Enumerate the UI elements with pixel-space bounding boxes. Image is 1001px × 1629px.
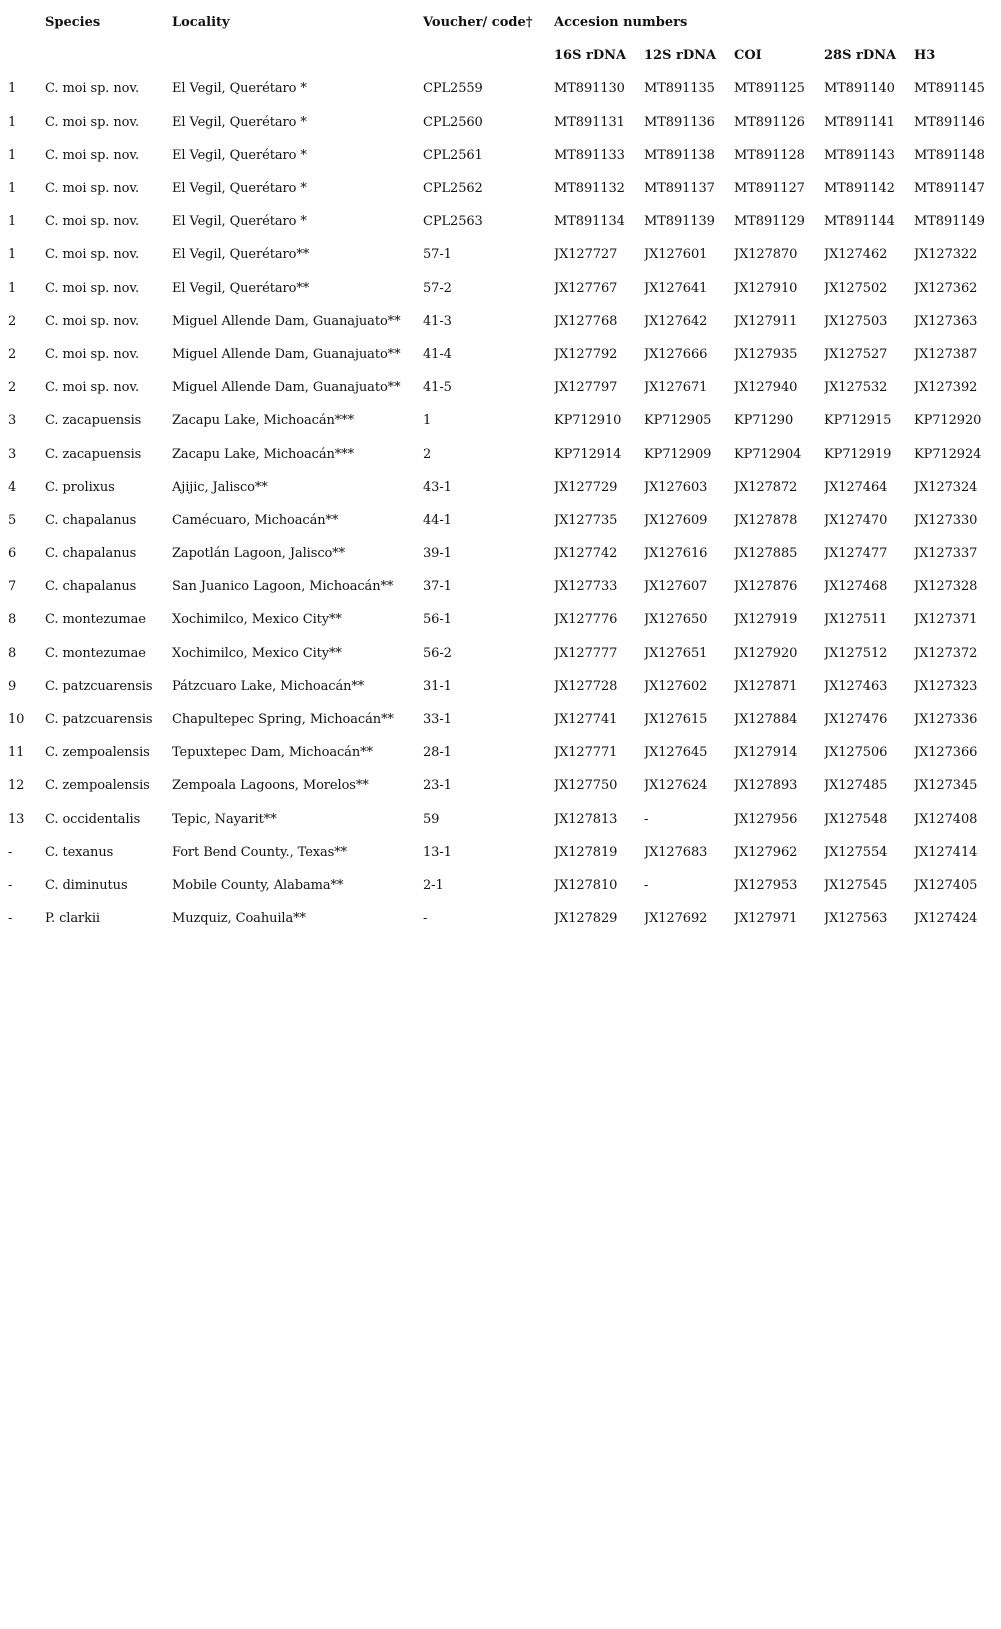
row-number: 1 bbox=[8, 214, 17, 230]
accession-12s: JX127645 bbox=[644, 745, 708, 761]
table-row bbox=[8, 305, 998, 338]
locality: Zacapu Lake, Michoacán*** bbox=[172, 446, 354, 462]
locality: Ajijic, Jalisco** bbox=[172, 479, 268, 495]
accession-coi: JX127919 bbox=[734, 612, 798, 628]
voucher-code: 56-2 bbox=[423, 645, 452, 661]
accession-h3: JX127392 bbox=[914, 380, 978, 396]
voucher-code: 23-1 bbox=[423, 778, 452, 794]
table-row bbox=[8, 437, 998, 470]
row-number: 12 bbox=[8, 778, 25, 794]
table-row bbox=[8, 172, 998, 205]
accession-coi: JX127940 bbox=[734, 380, 798, 396]
accession-16s: JX127813 bbox=[554, 811, 618, 827]
locality: Chapultepec Spring, Michoacán** bbox=[172, 712, 394, 728]
locality: Miguel Allende Dam, Guanajuato** bbox=[172, 380, 401, 396]
accession-coi: KP712904 bbox=[734, 446, 802, 462]
species-name: C. moi sp. nov. bbox=[45, 346, 140, 362]
species-name: C. moi sp. nov. bbox=[45, 214, 140, 230]
table-row bbox=[8, 338, 998, 371]
accession-coi: MT891129 bbox=[734, 214, 805, 230]
accession-h3: JX127408 bbox=[914, 811, 978, 827]
locality: Zapotlán Lagoon, Jalisco** bbox=[172, 546, 346, 562]
voucher-code: 57-2 bbox=[423, 280, 452, 296]
table-header bbox=[8, 6, 998, 72]
locality: Fort Bend County., Texas** bbox=[172, 844, 348, 860]
table-row bbox=[8, 803, 998, 836]
accession-28s: MT891141 bbox=[824, 114, 895, 130]
accession-h3: JX127387 bbox=[914, 346, 978, 362]
accession-coi: JX127962 bbox=[734, 844, 798, 860]
accession-h3: KP712920 bbox=[914, 413, 982, 429]
accession-h3: JX127362 bbox=[914, 280, 978, 296]
row-number: 2 bbox=[8, 380, 17, 396]
species-name: C. montezumae bbox=[45, 612, 146, 628]
accession-coi: JX127871 bbox=[734, 678, 798, 694]
accession-12s: KP712909 bbox=[644, 446, 712, 462]
row-number: 2 bbox=[8, 346, 17, 362]
header-row-main bbox=[8, 6, 998, 39]
accession-h3: JX127337 bbox=[914, 546, 978, 562]
voucher-code: 37-1 bbox=[423, 579, 452, 595]
species-name: C. zempoalensis bbox=[45, 778, 150, 794]
accession-h3: JX127330 bbox=[914, 512, 978, 528]
accession-28s: JX127462 bbox=[824, 247, 888, 263]
voucher-code: 41-3 bbox=[423, 313, 452, 329]
accession-28s: JX127464 bbox=[824, 479, 888, 495]
accession-16s: JX127729 bbox=[554, 479, 618, 495]
accession-coi: JX127876 bbox=[734, 579, 798, 595]
locality: Camécuaro, Michoacán** bbox=[172, 512, 339, 528]
accession-12s: JX127666 bbox=[644, 346, 708, 362]
accession-28s: JX127502 bbox=[824, 280, 888, 296]
species-name: C. moi sp. nov. bbox=[45, 181, 140, 197]
row-number: 6 bbox=[8, 546, 17, 562]
accession-16s: JX127728 bbox=[554, 678, 618, 694]
accession-28s: MT891142 bbox=[824, 181, 895, 197]
accession-12s: JX127624 bbox=[644, 778, 708, 794]
accession-12s: JX127683 bbox=[644, 844, 708, 860]
table-row bbox=[8, 703, 998, 736]
species-name: C. patzcuarensis bbox=[45, 712, 153, 728]
accession-coi: MT891126 bbox=[734, 114, 805, 130]
voucher-code: 59 bbox=[423, 811, 440, 827]
accession-coi: JX127910 bbox=[734, 280, 798, 296]
table-row bbox=[8, 836, 998, 869]
species-name: C. occidentalis bbox=[45, 811, 141, 827]
accession-28s: MT891143 bbox=[824, 147, 895, 163]
header-accession: Accesion numbers bbox=[554, 15, 688, 31]
accession-16s: JX127792 bbox=[554, 346, 618, 362]
row-number: 13 bbox=[8, 811, 25, 827]
accession-coi: MT891128 bbox=[734, 147, 805, 163]
header-blank bbox=[45, 39, 172, 72]
table-row bbox=[8, 404, 998, 437]
locality: El Vegil, Querétaro * bbox=[172, 81, 307, 97]
header-blank bbox=[172, 39, 423, 72]
row-number: 4 bbox=[8, 479, 17, 495]
table-row bbox=[8, 504, 998, 537]
header-voucher: Voucher/ code† bbox=[423, 15, 533, 31]
accession-h3: JX127323 bbox=[914, 678, 978, 694]
row-number: 1 bbox=[8, 114, 17, 130]
table-row bbox=[8, 205, 998, 238]
row-number: 1 bbox=[8, 181, 17, 197]
accession-coi: MT891127 bbox=[734, 181, 805, 197]
accession-coi: JX127953 bbox=[734, 877, 798, 893]
species-name: C. moi sp. nov. bbox=[45, 81, 140, 97]
accession-28s: JX127470 bbox=[824, 512, 888, 528]
accession-16s: JX127750 bbox=[554, 778, 618, 794]
accession-h3: JX127322 bbox=[914, 247, 978, 263]
locality: El Vegil, Querétaro** bbox=[172, 280, 310, 296]
accession-coi: JX127956 bbox=[734, 811, 798, 827]
table-row bbox=[8, 537, 998, 570]
locality: El Vegil, Querétaro** bbox=[172, 247, 310, 263]
header-marker-coi: COI bbox=[734, 48, 762, 64]
voucher-code: CPL2561 bbox=[423, 147, 483, 163]
locality: Mobile County, Alabama** bbox=[172, 877, 344, 893]
accession-28s: MT891144 bbox=[824, 214, 895, 230]
accession-16s: KP712914 bbox=[554, 446, 622, 462]
accession-16s: JX127741 bbox=[554, 712, 618, 728]
header-locality: Locality bbox=[172, 15, 230, 31]
accession-16s: MT891133 bbox=[554, 147, 625, 163]
row-number: 7 bbox=[8, 579, 17, 595]
accession-28s: JX127511 bbox=[824, 612, 888, 628]
row-number: 5 bbox=[8, 512, 17, 528]
voucher-code: 31-1 bbox=[423, 678, 452, 694]
accession-16s: JX127771 bbox=[554, 745, 618, 761]
voucher-code: CPL2560 bbox=[423, 114, 483, 130]
accession-28s: JX127563 bbox=[824, 911, 888, 927]
accession-h3: MT891149 bbox=[914, 214, 985, 230]
table-row bbox=[8, 72, 998, 105]
accession-16s: JX127819 bbox=[554, 844, 618, 860]
row-number: 11 bbox=[8, 745, 25, 761]
accession-16s: JX127829 bbox=[554, 911, 618, 927]
accession-12s: JX127602 bbox=[644, 678, 708, 694]
locality: Tepuxtepec Dam, Michoacán** bbox=[172, 745, 373, 761]
accession-12s: JX127641 bbox=[644, 280, 708, 296]
accession-coi: JX127971 bbox=[734, 911, 798, 927]
locality: El Vegil, Querétaro * bbox=[172, 181, 307, 197]
accession-coi: JX127935 bbox=[734, 346, 798, 362]
locality: El Vegil, Querétaro * bbox=[172, 147, 307, 163]
accession-28s: MT891140 bbox=[824, 81, 895, 97]
accession-h3: JX127405 bbox=[914, 877, 978, 893]
voucher-code: 2 bbox=[423, 446, 432, 462]
accession-coi: JX127920 bbox=[734, 645, 798, 661]
species-name: C. zacapuensis bbox=[45, 446, 142, 462]
voucher-code: CPL2559 bbox=[423, 81, 483, 97]
accession-28s: JX127554 bbox=[824, 844, 888, 860]
species-name: C. chapalanus bbox=[45, 579, 137, 595]
accession-28s: JX127476 bbox=[824, 712, 888, 728]
row-number: 10 bbox=[8, 712, 25, 728]
accession-16s: JX127797 bbox=[554, 380, 618, 396]
accession-16s: JX127810 bbox=[554, 877, 618, 893]
row-number: 9 bbox=[8, 678, 17, 694]
locality: Tepic, Nayarit** bbox=[172, 811, 277, 827]
row-number: 1 bbox=[8, 147, 17, 163]
species-name: C. chapalanus bbox=[45, 546, 137, 562]
accession-h3: JX127324 bbox=[914, 479, 978, 495]
accession-16s: MT891130 bbox=[554, 81, 625, 97]
row-number: 1 bbox=[8, 280, 17, 296]
table-row bbox=[8, 736, 998, 769]
table-row bbox=[8, 637, 998, 670]
species-name: C. chapalanus bbox=[45, 512, 137, 528]
table-body bbox=[8, 72, 998, 935]
voucher-code: CPL2562 bbox=[423, 181, 483, 197]
accession-h3: JX127372 bbox=[914, 645, 978, 661]
table-row bbox=[8, 471, 998, 504]
header-blank bbox=[8, 39, 45, 72]
row-number: 1 bbox=[8, 81, 17, 97]
accession-16s: KP712910 bbox=[554, 413, 622, 429]
header-number bbox=[8, 6, 45, 39]
locality: El Vegil, Querétaro * bbox=[172, 214, 307, 230]
table-row bbox=[8, 670, 998, 703]
voucher-code: 41-4 bbox=[423, 346, 452, 362]
accession-28s: JX127532 bbox=[824, 380, 888, 396]
row-number: 3 bbox=[8, 446, 17, 462]
header-row-markers bbox=[8, 39, 998, 72]
locality: Pátzcuaro Lake, Michoacán** bbox=[172, 678, 365, 694]
accession-12s: JX127607 bbox=[644, 579, 708, 595]
accession-12s: JX127616 bbox=[644, 546, 708, 562]
species-name: C. patzcuarensis bbox=[45, 678, 153, 694]
locality: Zempoala Lagoons, Morelos** bbox=[172, 778, 369, 794]
accession-12s: JX127692 bbox=[644, 911, 708, 927]
accession-h3: JX127414 bbox=[914, 844, 978, 860]
accession-28s: JX127506 bbox=[824, 745, 888, 761]
voucher-code: 33-1 bbox=[423, 712, 452, 728]
accession-coi: KP71290 bbox=[734, 413, 794, 429]
accession-12s: MT891135 bbox=[644, 81, 715, 97]
table-row bbox=[8, 106, 998, 139]
accession-coi: JX127884 bbox=[734, 712, 798, 728]
table-row bbox=[8, 371, 998, 404]
accession-12s: JX127609 bbox=[644, 512, 708, 528]
table-row bbox=[8, 902, 998, 935]
table-row bbox=[8, 272, 998, 305]
species-name: C. moi sp. nov. bbox=[45, 247, 140, 263]
accession-12s: - bbox=[644, 877, 649, 893]
accession-12s: JX127671 bbox=[644, 380, 708, 396]
species-name: C. zacapuensis bbox=[45, 413, 142, 429]
voucher-code: 1 bbox=[423, 413, 432, 429]
accession-12s: JX127651 bbox=[644, 645, 708, 661]
accession-16s: JX127767 bbox=[554, 280, 618, 296]
accession-16s: JX127768 bbox=[554, 313, 618, 329]
voucher-code: - bbox=[423, 911, 428, 927]
header-marker-16s: 16S rDNA bbox=[554, 48, 627, 64]
species-name: C. diminutus bbox=[45, 877, 128, 893]
table-row bbox=[8, 139, 998, 172]
accession-16s: JX127777 bbox=[554, 645, 618, 661]
accession-28s: JX127477 bbox=[824, 546, 888, 562]
accession-h3: JX127371 bbox=[914, 612, 978, 628]
accession-coi: JX127870 bbox=[734, 247, 798, 263]
row-number: - bbox=[8, 877, 13, 893]
accession-12s: MT891139 bbox=[644, 214, 715, 230]
voucher-code: 44-1 bbox=[423, 512, 452, 528]
header-species: Species bbox=[45, 15, 101, 31]
species-name: C. zempoalensis bbox=[45, 745, 150, 761]
species-name: C. moi sp. nov. bbox=[45, 114, 140, 130]
accession-h3: JX127328 bbox=[914, 579, 978, 595]
voucher-code: 39-1 bbox=[423, 546, 452, 562]
accession-h3: JX127345 bbox=[914, 778, 978, 794]
accession-12s: JX127615 bbox=[644, 712, 708, 728]
species-name: P. clarkii bbox=[45, 911, 100, 927]
accession-28s: KP712915 bbox=[824, 413, 892, 429]
accession-16s: JX127733 bbox=[554, 579, 618, 595]
species-name: C. prolixus bbox=[45, 479, 115, 495]
locality: Muzquiz, Coahuila** bbox=[172, 911, 306, 927]
voucher-code: 28-1 bbox=[423, 745, 452, 761]
locality: San Juanico Lagoon, Michoacán** bbox=[172, 579, 394, 595]
table-row bbox=[8, 570, 998, 603]
species-name: C. moi sp. nov. bbox=[45, 380, 140, 396]
species-name: C. moi sp. nov. bbox=[45, 147, 140, 163]
accession-h3: MT891146 bbox=[914, 114, 985, 130]
voucher-code: 43-1 bbox=[423, 479, 452, 495]
voucher-code: 57-1 bbox=[423, 247, 452, 263]
voucher-code: 56-1 bbox=[423, 612, 452, 628]
accession-h3: JX127336 bbox=[914, 712, 978, 728]
table-row bbox=[8, 869, 998, 902]
specimen-table-container bbox=[8, 6, 998, 935]
row-number: 3 bbox=[8, 413, 17, 429]
locality: Xochimilco, Mexico City** bbox=[172, 645, 342, 661]
accession-h3: MT891145 bbox=[914, 81, 985, 97]
locality: Xochimilco, Mexico City** bbox=[172, 612, 342, 628]
row-number: 8 bbox=[8, 645, 17, 661]
accession-h3: MT891147 bbox=[914, 181, 985, 197]
accession-12s: JX127642 bbox=[644, 313, 708, 329]
locality: Miguel Allende Dam, Guanajuato** bbox=[172, 313, 401, 329]
accession-12s: JX127650 bbox=[644, 612, 708, 628]
accession-28s: JX127548 bbox=[824, 811, 888, 827]
accession-16s: JX127742 bbox=[554, 546, 618, 562]
voucher-code: 2-1 bbox=[423, 877, 444, 893]
accession-coi: JX127872 bbox=[734, 479, 798, 495]
accession-28s: JX127545 bbox=[824, 877, 888, 893]
species-name: C. moi sp. nov. bbox=[45, 313, 140, 329]
accession-16s: JX127727 bbox=[554, 247, 618, 263]
accession-coi: JX127911 bbox=[734, 313, 798, 329]
accession-28s: JX127503 bbox=[824, 313, 888, 329]
table-row bbox=[8, 603, 998, 636]
species-name: C. texanus bbox=[45, 844, 114, 860]
table-row bbox=[8, 238, 998, 271]
header-marker-28s: 28S rDNA bbox=[824, 48, 897, 64]
voucher-code: 13-1 bbox=[423, 844, 452, 860]
accession-coi: JX127878 bbox=[734, 512, 798, 528]
table-row bbox=[8, 769, 998, 802]
row-number: - bbox=[8, 844, 13, 860]
locality: Zacapu Lake, Michoacán*** bbox=[172, 413, 354, 429]
accession-28s: KP712919 bbox=[824, 446, 892, 462]
accession-h3: JX127363 bbox=[914, 313, 978, 329]
accession-28s: JX127512 bbox=[824, 645, 888, 661]
accession-coi: MT891125 bbox=[734, 81, 805, 97]
accession-28s: JX127468 bbox=[824, 579, 888, 595]
specimen-accession-table bbox=[8, 6, 998, 935]
locality: El Vegil, Querétaro * bbox=[172, 114, 307, 130]
accession-12s: MT891136 bbox=[644, 114, 715, 130]
accession-28s: JX127485 bbox=[824, 778, 888, 794]
accession-16s: JX127776 bbox=[554, 612, 618, 628]
row-number: 8 bbox=[8, 612, 17, 628]
accession-h3: MT891148 bbox=[914, 147, 985, 163]
accession-12s: KP712905 bbox=[644, 413, 712, 429]
accession-h3: JX127424 bbox=[914, 911, 978, 927]
accession-28s: JX127527 bbox=[824, 346, 888, 362]
species-name: C. montezumae bbox=[45, 645, 146, 661]
accession-12s: - bbox=[644, 811, 649, 827]
header-blank bbox=[423, 39, 554, 72]
locality: Miguel Allende Dam, Guanajuato** bbox=[172, 346, 401, 362]
accession-h3: KP712924 bbox=[914, 446, 982, 462]
accession-12s: JX127603 bbox=[644, 479, 708, 495]
accession-28s: JX127463 bbox=[824, 678, 888, 694]
accession-coi: JX127893 bbox=[734, 778, 798, 794]
row-number: 2 bbox=[8, 313, 17, 329]
voucher-code: 41-5 bbox=[423, 380, 452, 396]
species-name: C. moi sp. nov. bbox=[45, 280, 140, 296]
accession-16s: MT891132 bbox=[554, 181, 625, 197]
row-number: - bbox=[8, 911, 13, 927]
header-marker-h3: H3 bbox=[914, 48, 936, 64]
accession-12s: MT891138 bbox=[644, 147, 715, 163]
voucher-code: CPL2563 bbox=[423, 214, 483, 230]
header-marker-12s: 12S rDNA bbox=[644, 48, 717, 64]
row-number: 1 bbox=[8, 247, 17, 263]
accession-coi: JX127914 bbox=[734, 745, 798, 761]
accession-h3: JX127366 bbox=[914, 745, 978, 761]
accession-12s: MT891137 bbox=[644, 181, 715, 197]
accession-16s: MT891134 bbox=[554, 214, 625, 230]
accession-16s: MT891131 bbox=[554, 114, 625, 130]
accession-coi: JX127885 bbox=[734, 546, 798, 562]
accession-12s: JX127601 bbox=[644, 247, 708, 263]
accession-16s: JX127735 bbox=[554, 512, 618, 528]
